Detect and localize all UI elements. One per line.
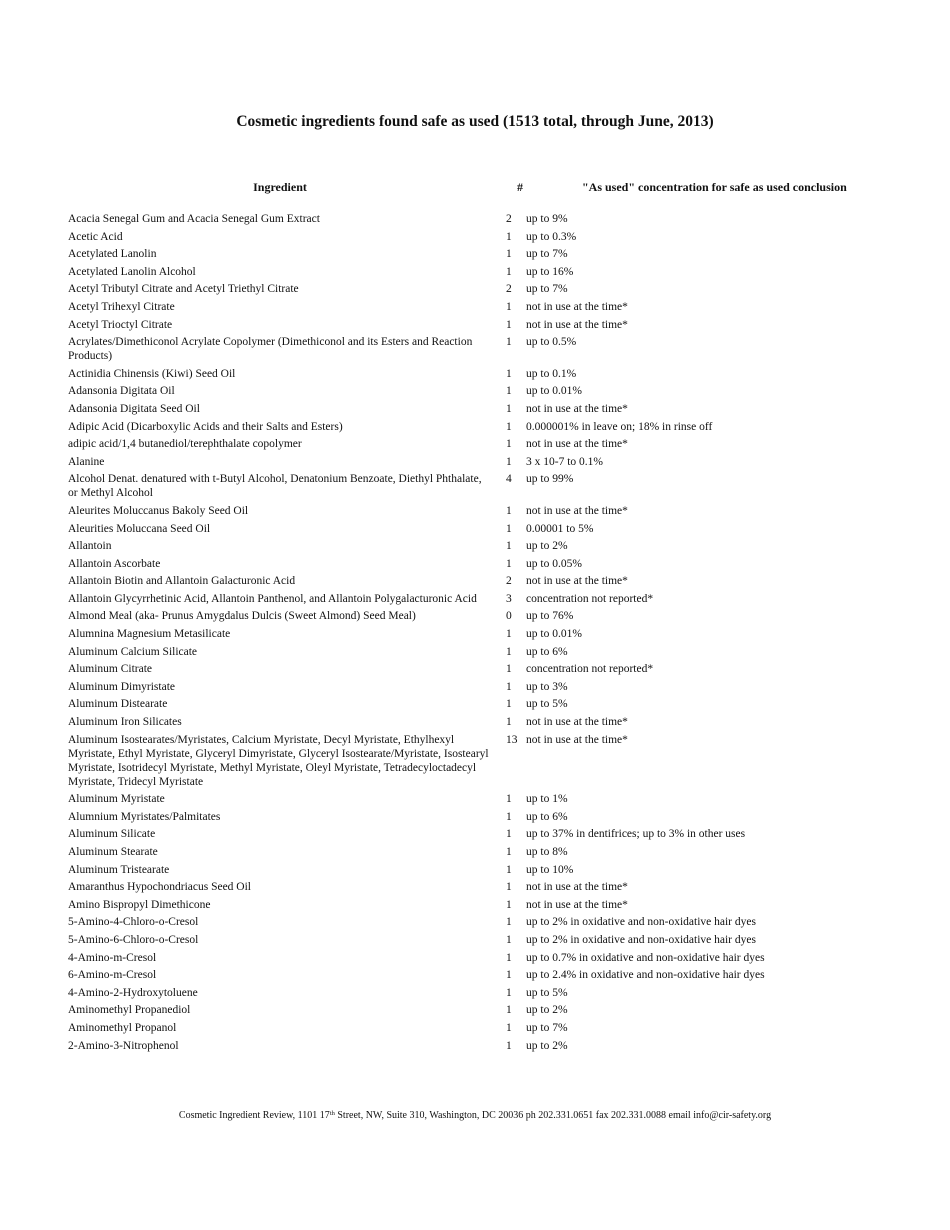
table-row — [0, 282, 950, 296]
page-title: Cosmetic ingredients found safe as used (1513 total, through June, 2013) — [236, 113, 714, 130]
concentration-cell: up to 37% in dentifrices; up to 3% in other uses — [526, 828, 746, 841]
concentration-cell: concentration not reported* — [526, 663, 654, 676]
footer-text-start: Cosmetic Ingredient Review, 1101 17 — [178, 1110, 330, 1121]
ingredient-cell: 2-Amino-3-Nitrophenol — [68, 1039, 179, 1052]
concentration-cell: not in use at the time* — [526, 504, 628, 517]
table-row — [0, 986, 950, 1000]
ingredient-cell: Aluminum Distearate — [68, 698, 168, 711]
count-cell: 1 — [506, 810, 512, 823]
ingredient-cell: Aluminum Dimyristate — [68, 680, 176, 693]
count-cell: 1 — [506, 318, 512, 331]
table-row — [0, 592, 950, 606]
ingredient-cell: Amaranthus Hypochondriacus Seed Oil — [68, 881, 252, 894]
table-row — [0, 335, 950, 363]
ingredient-cell: Aluminum Myristate — [68, 793, 165, 806]
count-cell: 1 — [506, 793, 512, 806]
table-row — [0, 715, 950, 729]
count-cell: 1 — [506, 645, 512, 658]
count-cell: 1 — [506, 916, 512, 929]
concentration-cell: up to 2% in oxidative and non-oxidative hair dyes — [526, 933, 756, 946]
table-row — [0, 792, 950, 806]
count-cell: 3 — [506, 592, 512, 605]
ingredient-cell: Alumnium Myristates/Palmitates — [68, 810, 221, 823]
count-cell: 1 — [506, 898, 512, 911]
count-cell: 1 — [506, 846, 512, 858]
table-row — [0, 880, 950, 894]
count-cell: 1 — [506, 504, 512, 517]
table-row — [0, 455, 950, 469]
table-row — [0, 300, 950, 314]
count-cell: 1 — [506, 1039, 512, 1052]
concentration-cell: not in use at the time* — [526, 881, 628, 894]
count-cell: 1 — [506, 265, 512, 278]
table-row — [0, 627, 950, 641]
ingredient-cell: Acetyl Trihexyl Citrate — [68, 300, 175, 313]
count-cell: 2 — [506, 213, 512, 225]
table-row — [0, 680, 950, 694]
count-cell: 1 — [506, 367, 512, 380]
concentration-cell: not in use at the time* — [526, 318, 628, 331]
ingredient-cell: Aluminum Silicate — [68, 828, 156, 841]
concentration-cell: up to 16% — [526, 265, 574, 278]
ingredient-cell: Alumnina Magnesium Metasilicate — [68, 628, 231, 641]
count-cell: 1 — [506, 1021, 512, 1034]
count-cell: 1 — [506, 828, 512, 841]
table-row — [0, 662, 950, 676]
concentration-cell: up to 6% — [526, 810, 568, 823]
concentration-cell: not in use at the time* — [526, 402, 628, 415]
concentration-cell: up to 2.4% in oxidative and non-oxidative hair dyes — [526, 969, 765, 982]
concentration-cell: up to 0.7% in oxidative and non-oxidative hair dyes — [526, 951, 765, 964]
ingredient-cell: 4-Amino-m-Cresol — [68, 951, 157, 964]
count-cell: 1 — [506, 1004, 512, 1017]
concentration-cell: not in use at the time* — [526, 716, 628, 729]
ingredient-cell: Aluminum Iron Silicates — [68, 716, 182, 729]
count-cell: 1 — [506, 455, 512, 468]
ingredient-cell: Allantoin — [68, 540, 112, 553]
ingredient-cell: Aminomethyl Propanediol — [68, 1004, 191, 1017]
count-cell: 1 — [506, 933, 512, 946]
count-cell: 1 — [506, 420, 512, 433]
concentration-cell: 0.00001 to 5% — [526, 522, 594, 535]
ingredient-cell: 4-Amino-2-Hydroxytoluene — [68, 986, 198, 999]
ingredient-cell: Acacia Senegal Gum and Acacia Senegal Gum Extract — [68, 213, 320, 225]
footer — [0, 1110, 950, 1121]
table-row — [0, 697, 950, 711]
concentration-cell: up to 9% — [526, 213, 568, 225]
concentration-cell: up to 3% — [526, 680, 568, 693]
concentration-cell: up to 0.5% — [526, 336, 577, 349]
count-cell: 1 — [506, 881, 512, 894]
count-cell: 1 — [506, 716, 512, 729]
table-row — [0, 1003, 950, 1017]
count-cell: 4 — [506, 473, 512, 486]
count-cell: 1 — [506, 951, 512, 964]
concentration-cell: up to 6% — [526, 645, 568, 658]
count-cell: 1 — [506, 522, 512, 535]
count-cell: 1 — [506, 540, 512, 553]
concentration-cell: up to 0.3% — [526, 230, 577, 243]
concentration-cell: not in use at the time* — [526, 733, 628, 746]
column-header-ingredient: Ingredient — [253, 180, 307, 194]
table-row — [0, 504, 950, 518]
table-row — [0, 951, 950, 965]
ingredient-cell: Acetylated Lanolin — [68, 248, 157, 261]
count-cell: 1 — [506, 969, 512, 982]
ingredient-cell: Amino Bispropyl Dimethicone — [68, 898, 211, 911]
table-row — [0, 968, 950, 982]
footer-text-end: Street, NW, Suite 310, Washington, DC 20036 ph 202.331.0651 fax 202.331.0088 email info@cir-safety.org — [334, 1110, 772, 1121]
table-row — [0, 915, 950, 929]
concentration-cell: 3 x 10-7 to 0.1% — [526, 455, 603, 468]
concentration-cell: up to 0.1% — [526, 367, 577, 380]
ingredient-cell: Adansonia Digitata Oil — [68, 385, 175, 398]
concentration-cell: up to 2% — [526, 540, 568, 553]
table-row — [0, 384, 950, 398]
ingredient-cell: 5-Amino-4-Chloro-o-Cresol — [68, 916, 199, 929]
concentration-cell: up to 5% — [526, 986, 568, 999]
ingredient-cell: adipic acid/1,4 butanediol/terephthalate copolymer — [68, 438, 302, 451]
concentration-cell: up to 2% — [526, 1039, 568, 1052]
table-row — [0, 212, 950, 226]
count-cell: 1 — [506, 336, 512, 349]
concentration-cell: up to 0.01% — [526, 628, 582, 641]
count-cell: 1 — [506, 698, 512, 711]
concentration-cell: up to 7% — [526, 283, 568, 296]
concentration-cell: up to 7% — [526, 1021, 568, 1034]
concentration-cell: concentration not reported* — [526, 592, 654, 605]
table-row — [0, 863, 950, 877]
table-row — [0, 539, 950, 553]
table-row — [0, 933, 950, 947]
count-cell: 2 — [506, 283, 512, 296]
ingredient-cell: Aminomethyl Propanol — [68, 1021, 177, 1034]
count-cell: 1 — [506, 986, 512, 999]
count-cell: 13 — [506, 733, 518, 746]
table-row — [0, 402, 950, 416]
concentration-cell: up to 10% — [526, 863, 574, 876]
table-row — [0, 522, 950, 536]
ingredient-cell: Aleurites Moluccanus Bakoly Seed Oil — [68, 504, 249, 517]
count-cell: 1 — [506, 385, 512, 398]
ingredient-cell: Almond Meal (aka- Prunus Amygdalus Dulcis (Sweet Almond) Seed Meal) — [68, 610, 416, 623]
table-row — [0, 230, 950, 244]
count-cell: 1 — [506, 438, 512, 451]
column-header-number: # — [517, 180, 523, 194]
concentration-cell: not in use at the time* — [526, 438, 628, 451]
table-row — [0, 1021, 950, 1035]
count-cell: 1 — [506, 402, 512, 415]
table-row — [0, 609, 950, 623]
ingredient-cell: Acetylated Lanolin Alcohol — [68, 265, 196, 278]
concentration-cell: up to 0.01% — [526, 385, 582, 398]
ingredient-cell: Alcohol Denat. denatured with t-Butyl Alcohol, Denatonium Benzoate, Diethyl Phthalate, or Methyl Alcohol — [68, 473, 482, 500]
concentration-cell: up to 1% — [526, 793, 568, 806]
footer-superscript: th — [329, 1110, 335, 1117]
count-cell: 1 — [506, 680, 512, 693]
table-row — [0, 1039, 950, 1053]
ingredient-cell: Adipic Acid (Dicarboxylic Acids and their Salts and Esters) — [68, 420, 343, 433]
concentration-cell: 0.000001% in leave on; 18% in rinse off — [526, 420, 713, 433]
ingredient-cell: Adansonia Digitata Seed Oil — [68, 402, 200, 415]
concentration-cell: not in use at the time* — [526, 300, 628, 313]
ingredient-cell: 5-Amino-6-Chloro-o-Cresol — [68, 933, 199, 946]
ingredient-cell: Acrylates/Dimethiconol Acrylate Copolymer (Dimethiconol and its Esters and Reaction Products) — [68, 336, 473, 363]
concentration-cell: up to 0.05% — [526, 557, 582, 570]
ingredient-cell: Aluminum Isostearates/Myristates, Calcium Myristate, Decyl Myristate, Ethylhexyl Myristate, Ethyl Myristate, Glyceryl Dimyristate, Glyceryl Isostearate/Myristate, Isostearyl Myristate, Isotridecyl Myristate, Methyl Myristate, Oleyl Myristate, Tetradecyloctadecyl Myristate, Tridecyl Myristate — [68, 733, 489, 788]
concentration-cell: up to 7% — [526, 248, 568, 261]
table-row — [0, 574, 950, 588]
concentration-cell: up to 2% in oxidative and non-oxidative hair dyes — [526, 916, 756, 929]
concentration-cell: up to 99% — [526, 473, 574, 486]
ingredient-cell: Aluminum Stearate — [68, 846, 158, 858]
concentration-cell: up to 8% — [526, 846, 568, 858]
ingredient-cell: Acetyl Trioctyl Citrate — [68, 318, 173, 331]
table-row — [0, 420, 950, 434]
ingredient-cell: Acetic Acid — [68, 230, 123, 243]
ingredient-cell: Actinidia Chinensis (Kiwi) Seed Oil — [68, 367, 236, 380]
table-row — [0, 733, 950, 789]
count-cell: 1 — [506, 248, 512, 261]
concentration-cell: not in use at the time* — [526, 575, 628, 588]
table-row — [0, 247, 950, 261]
ingredient-cell: Alanine — [68, 455, 105, 468]
count-cell: 1 — [506, 628, 512, 641]
table-row — [0, 367, 950, 381]
table-row — [0, 898, 950, 912]
table-row — [0, 810, 950, 824]
ingredient-cell: Aluminum Calcium Silicate — [68, 645, 198, 658]
table-row — [0, 557, 950, 571]
count-cell: 1 — [506, 663, 512, 676]
ingredient-cell: 6-Amino-m-Cresol — [68, 969, 157, 982]
concentration-cell: up to 76% — [526, 610, 574, 623]
count-cell: 1 — [506, 300, 512, 313]
column-header-concentration: "As used" concentration for safe as used conclusion — [582, 180, 847, 194]
count-cell: 0 — [506, 610, 512, 623]
concentration-cell: up to 2% — [526, 1004, 568, 1017]
table-row — [0, 437, 950, 451]
table-row — [0, 472, 950, 500]
ingredient-cell: Allantoin Ascorbate — [68, 557, 161, 570]
table-row — [0, 645, 950, 659]
count-cell: 2 — [506, 575, 512, 588]
ingredient-cell: Acetyl Tributyl Citrate and Acetyl Triethyl Citrate — [68, 283, 299, 296]
table-row — [0, 827, 950, 841]
count-cell: 1 — [506, 230, 512, 243]
ingredient-cell: Aluminum Tristearate — [68, 863, 170, 876]
ingredient-cell: Aleurities Moluccana Seed Oil — [68, 522, 211, 535]
ingredient-table — [0, 212, 950, 1056]
table-row — [0, 318, 950, 332]
ingredient-cell: Allantoin Biotin and Allantoin Galacturonic Acid — [68, 575, 296, 588]
table-row — [0, 265, 950, 279]
ingredient-cell: Aluminum Citrate — [68, 663, 153, 676]
ingredient-cell: Allantoin Glycyrrhetinic Acid, Allantoin Panthenol, and Allantoin Polygalacturonic Acid — [68, 592, 477, 605]
table-row — [0, 845, 950, 859]
count-cell: 1 — [506, 863, 512, 876]
concentration-cell: not in use at the time* — [526, 898, 628, 911]
count-cell: 1 — [506, 557, 512, 570]
concentration-cell: up to 5% — [526, 698, 568, 711]
